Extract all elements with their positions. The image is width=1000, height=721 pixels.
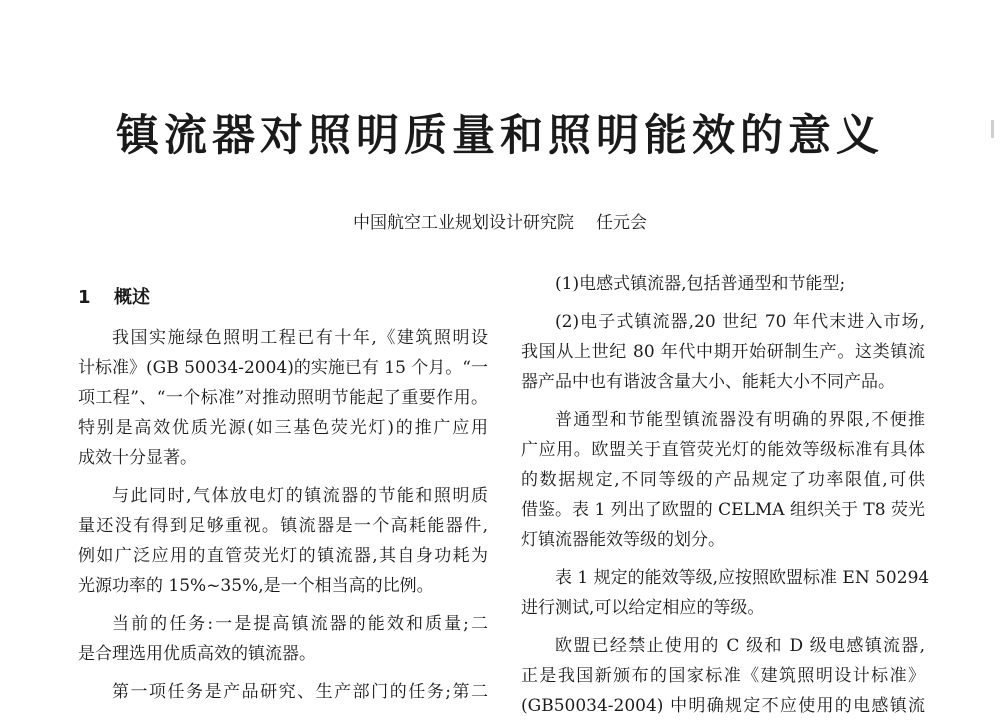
- paragraph-gap: [521, 299, 925, 307]
- text-line: 计标准》(GB 50034-2004)的实施已有 15 个月。“一: [78, 358, 488, 378]
- text-line: 光源功率的 15%~35%,是一个相当高的比例。: [78, 576, 434, 596]
- text-line: 我国实施绿色照明工程已有十年,《建筑照明设: [112, 328, 488, 348]
- paper-title: 镇流器对照明质量和照明能效的意义: [116, 111, 884, 161]
- text-line: (2)电子式镇流器,20 世纪 70 年代末进入市场,: [555, 312, 925, 332]
- paragraph-gap: [78, 601, 488, 609]
- right-column: [521, 269, 930, 721]
- text-line: 特别是高效优质光源(如三基色荧光灯)的推广应用: [78, 418, 488, 438]
- section-number: 1: [78, 287, 91, 308]
- paragraph-gap: [78, 473, 488, 481]
- paragraph-gap: [521, 623, 925, 631]
- text-line: 进行测试,可以给定相应的等级。: [521, 598, 765, 618]
- text-line: 与此同时,气体放电灯的镇流器的节能和照明质: [112, 486, 488, 506]
- text-line: 欧盟已经禁止使用的 C 级和 D 级电感镇流器,: [555, 636, 925, 656]
- text-line: 正是我国新颁布的国家标准《建筑照明设计标准》: [521, 666, 925, 686]
- text-line: 量还没有得到足够重视。镇流器是一个高耗能器件,: [78, 516, 488, 536]
- author-affiliation: 中国航空工业规划设计研究院: [353, 213, 574, 233]
- text-line: (1)电感式镇流器,包括普通型和节能型;: [555, 274, 846, 294]
- text-line: 例如广泛应用的直管荧光灯的镇流器,其自身功耗为: [78, 546, 488, 566]
- text-line: 的数据规定,不同等级的产品规定了功率限值,可供: [521, 470, 925, 490]
- text-line: 器产品中也有谐波含量大小、能耗大小不同产品。: [521, 372, 895, 392]
- text-line: 借鉴。表 1 列出了欧盟的 CELMA 组织关于 T8 荧光: [521, 500, 925, 520]
- text-line: 普通型和节能型镇流器没有明确的界限,不便推: [555, 410, 925, 430]
- paragraph-gap: [78, 669, 488, 677]
- left-column: [78, 323, 488, 707]
- text-line: 成效十分显著。: [78, 448, 197, 468]
- text-line: 灯镇流器能效等级的划分。: [521, 530, 725, 550]
- text-line: 第一项任务是产品研究、生产部门的任务;第二: [112, 682, 488, 702]
- section-title: 概述: [114, 287, 150, 308]
- paragraph-gap: [521, 397, 925, 405]
- text-line: 是合理选用优质高效的镇流器。: [78, 644, 316, 664]
- paragraph-gap: [521, 555, 925, 563]
- author-name: 任元会: [596, 213, 647, 233]
- section-heading: [78, 285, 150, 311]
- text-line: 广应用。欧盟关于直管荧光灯的能效等级标准有具体: [521, 440, 925, 460]
- text-line: 我国从上世纪 80 年代中期开始研制生产。这类镇流: [521, 342, 925, 362]
- scan-mark: [991, 120, 994, 138]
- text-line: (GB50034-2004) 中明确规定不应使用的电感镇流: [521, 696, 925, 716]
- text-line: 项工程”、“一个标准”对推动照明节能起了重要作用。: [78, 388, 488, 408]
- text-line: 表 1 规定的能效等级,应按照欧盟标准 EN 50294: [555, 568, 930, 588]
- text-line: 当前的任务:一是提高镇流器的能效和质量;二: [112, 614, 488, 634]
- author-line: [0, 211, 1000, 235]
